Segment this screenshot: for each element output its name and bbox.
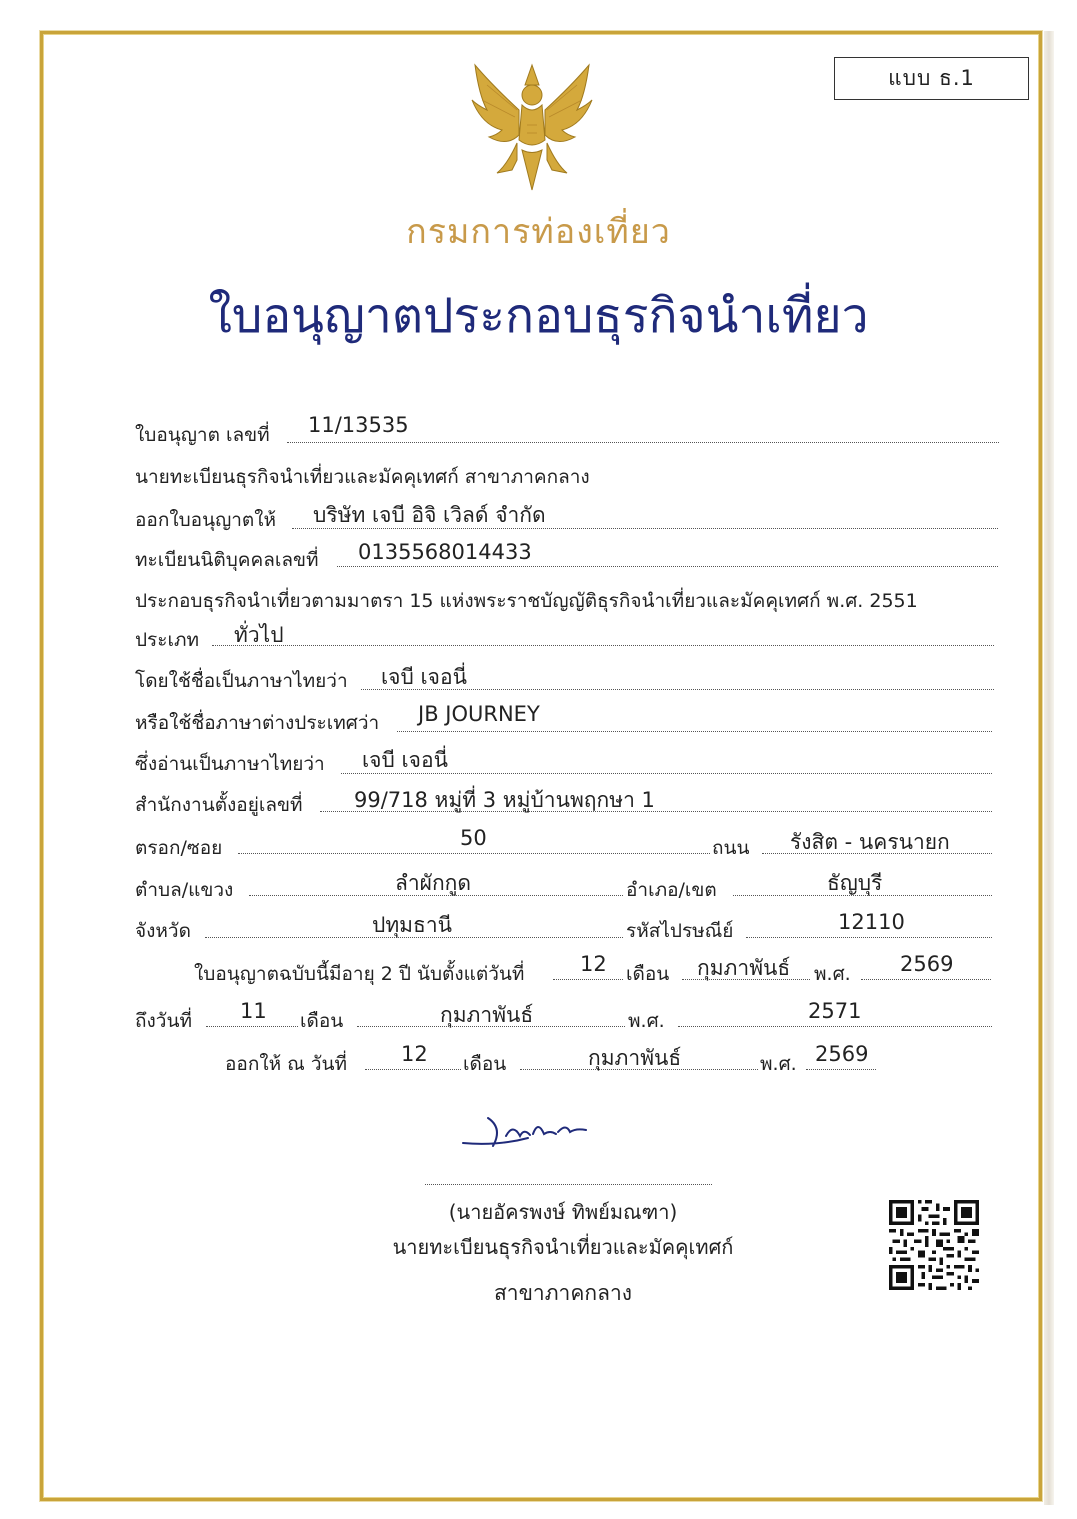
soi: 50 (460, 826, 487, 850)
province: ปทุมธานี (372, 913, 452, 937)
form-code-box (834, 57, 1029, 100)
underline (861, 979, 991, 980)
underline (206, 1026, 298, 1027)
end-month-label: เดือน (300, 1010, 344, 1032)
signatory-branch: สาขาภาคกลาง (493, 1281, 633, 1305)
start-day: 12 (580, 952, 607, 976)
underline (365, 1069, 461, 1070)
district: ธัญบุรี (827, 871, 883, 895)
district-label: อำเภอ/เขต (626, 879, 717, 901)
signatory-position: นายทะเบียนธุรกิจนำเที่ยวและมัคคุเทศก์ (392, 1235, 734, 1259)
start-year-label: พ.ศ. (814, 963, 851, 985)
issued-year-label: พ.ศ. (760, 1053, 797, 1075)
license-type: ทั่วไป (234, 623, 284, 647)
underline (397, 731, 992, 732)
document-title: ใบอนุญาตประกอบธุรกิจนำเที่ยว (208, 288, 869, 344)
end-month: กุมภาพันธ์ (440, 1003, 534, 1027)
type-label: ประเภท (135, 629, 200, 651)
signature-line (425, 1184, 712, 1185)
thai-name: เจบี เจอนี่ (381, 665, 467, 689)
province-label: จังหวัด (135, 920, 191, 942)
postcode-label: รหัสไปรษณีย์ (626, 920, 734, 942)
underline (337, 566, 998, 567)
registrar-line: นายทะเบียนธุรกิจนำเที่ยวและมัคคุเทศก์ สาขาภาคกลาง (135, 466, 590, 488)
road: รังสิต - นครนายก (790, 830, 950, 854)
start-month: กุมภาพันธ์ (697, 956, 791, 980)
signatory-name: (นายอัครพงษ์ ทิพย์มณฑา) (448, 1200, 678, 1224)
license-number: 11/13535 (308, 413, 409, 437)
underline (678, 1026, 992, 1027)
issued-date-label: ออกให้ ณ วันที่ (225, 1053, 348, 1075)
postcode: 12110 (838, 910, 905, 934)
qr-code-icon (889, 1200, 979, 1290)
act-line: ประกอบธุรกิจนำเที่ยวตามมาตรา 15 แห่งพระราชบัญญัติธุรกิจนำเที่ยวและมัคคุเทศก์ พ.ศ. 2551 (135, 590, 918, 612)
start-month-label: เดือน (626, 963, 670, 985)
road-label: ถนน (712, 837, 750, 859)
validity-start-label: ใบอนุญาตฉบับนี้มีอายุ 2 ปี นับตั้งแต่วันที่ (194, 963, 525, 985)
subdistrict-label: ตำบล/แขวง (135, 879, 234, 901)
agency-name: กรมการท่องเที่ยว (406, 212, 671, 252)
garuda-emblem-icon (467, 55, 597, 195)
juristic-number: 0135568014433 (358, 540, 532, 564)
thai-name-label: โดยใช้ชื่อเป็นภาษาไทยว่า (135, 670, 348, 692)
issued-month-label: เดือน (463, 1053, 507, 1075)
juristic-number-label: ทะเบียนนิติบุคคลเลขที่ (135, 549, 319, 571)
issued-year: 2569 (815, 1042, 869, 1066)
underline (287, 442, 999, 443)
issued-to: บริษัท เจบี อิจิ เวิลด์ จำกัด (313, 503, 546, 527)
end-day: 11 (240, 999, 267, 1023)
form-code: แบบ ธ.1 (888, 66, 975, 90)
validity-end-label: ถึงวันที่ (135, 1010, 192, 1032)
underline (238, 853, 710, 854)
underline (806, 1069, 876, 1070)
signature (458, 1108, 593, 1153)
foreign-name-label: หรือใช้ชื่อภาษาต่างประเทศว่า (135, 712, 380, 734)
foreign-name: JB JOURNEY (418, 702, 540, 726)
underline (212, 645, 994, 646)
soi-label: ตรอก/ซอย (135, 837, 223, 859)
end-year: 2571 (808, 999, 862, 1023)
reading-label: ซึ่งอ่านเป็นภาษาไทยว่า (135, 753, 325, 775)
office-label: สำนักงานตั้งอยู่เลขที่ (135, 794, 303, 816)
office-address: 99/718 หมู่ที่ 3 หมู่บ้านพฤกษา 1 (354, 788, 655, 812)
reading: เจบี เจอนี่ (362, 748, 448, 772)
underline (553, 979, 623, 980)
start-year: 2569 (900, 952, 954, 976)
subdistrict: ลำผักกูด (395, 871, 472, 895)
end-year-label: พ.ศ. (628, 1010, 665, 1032)
license-number-label: ใบอนุญาต เลขที่ (135, 424, 270, 446)
issued-month: กุมภาพันธ์ (588, 1046, 682, 1070)
issued-day: 12 (401, 1042, 428, 1066)
issued-to-label: ออกใบอนุญาตให้ (135, 509, 277, 531)
underline (746, 937, 992, 938)
